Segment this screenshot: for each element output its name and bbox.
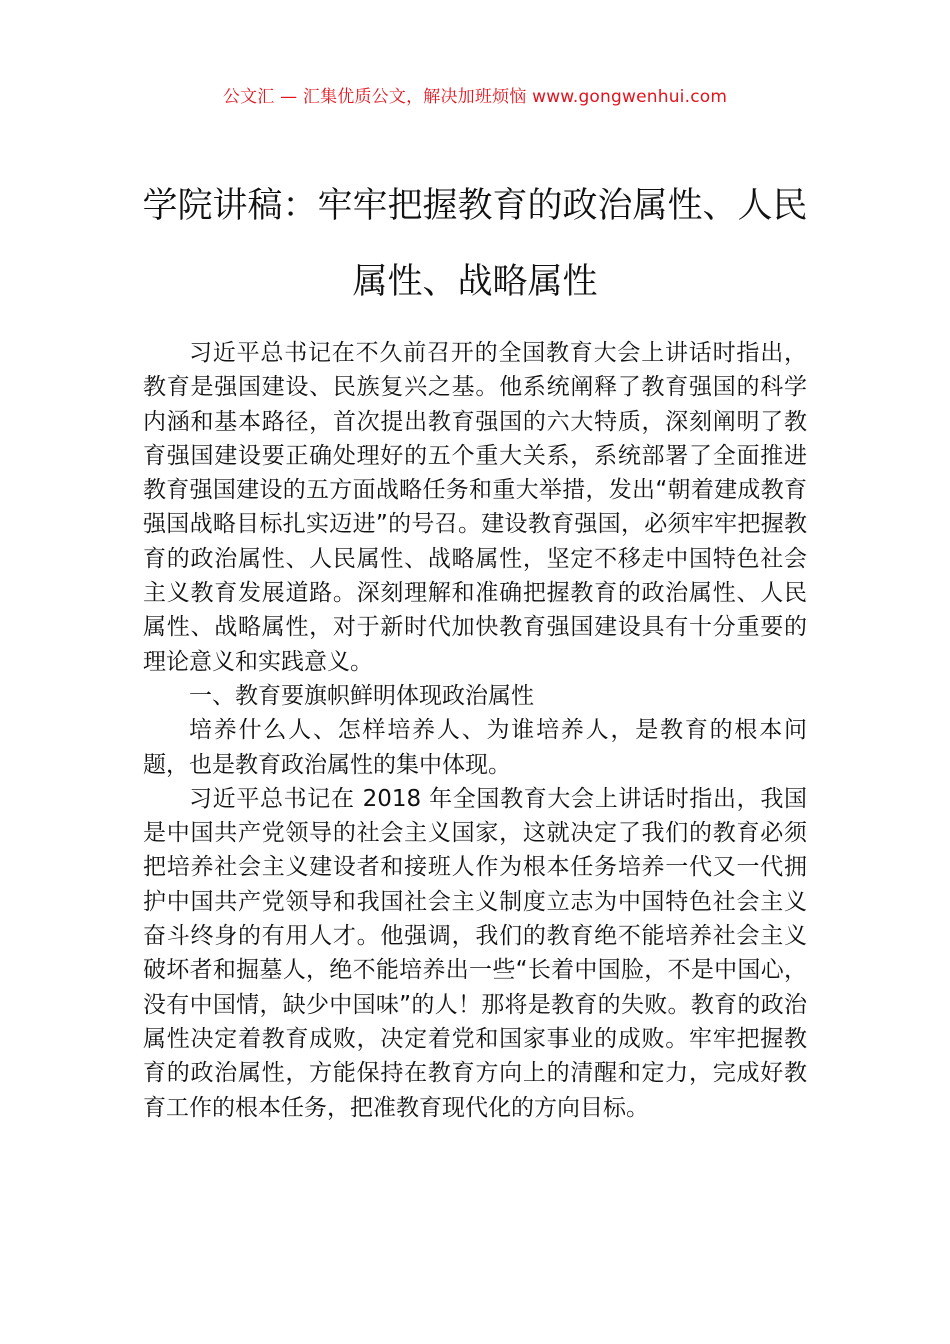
paragraph-intro: 习近平总书记在不久前召开的全国教育大会上讲话时指出，教育是强国建设、民族复兴之基。他系统阐释了教育强国的科学内涵和基本路径，首次提出教育强国的六大特质，深刻阐明了教育强国建设要正确处理好的五个重大关系，系统部署了全面推进教育强国建设的五方面战略任务和重大举措，发出“朝着建成教育强国战略目标扎实迈进”的号召。建设教育强国，必须牢牢把握教育的政治属性、人民属性、战略属性，坚定不移走中国特色社会主义教育发展道路。深刻理解和准确把握教育的政治属性、人民属性、战略属性，对于新时代加快教育强国建设具有十分重要的理论意义和实践意义。	[143, 340, 807, 675]
section-heading-1: 一、教育要旗帜鲜明体现政治属性	[189, 682, 534, 709]
document-body	[143, 336, 807, 1125]
page-title: 学院讲稿：牢牢把握教育的政治属性、人民属性、战略属性	[142, 186, 808, 302]
paragraph: 培养什么人、怎样培养人、为谁培养人，是教育的根本问题，也是教育政治属性的集中体现。	[143, 717, 807, 778]
header-banner[interactable]: 公文汇 — 汇集优质公文，解决加班烦恼 www.gongwenhui.com	[222, 87, 728, 107]
paragraph: 习近平总书记在 2018 年全国教育大会上讲话时指出，我国是中国共产党领导的社会主义国家，这就决定了我们的教育必须把培养社会主义建设者和接班人作为根本任务培养一代又一代拥护中国共产党领导和我国社会主义制度立志为中国特色社会主义奋斗终身的有用人才。他强调，我们的教育绝不能培养社会主义破坏者和掘墓人，绝不能培养出一些“长着中国脸，不是中国心，没有中国情，缺少中国味”的人！那将是教育的失败。教育的政治属性决定着教育成败，决定着党和国家事业的成败。牢牢把握教育的政治属性，方能保持在教育方向上的清醒和定力，完成好教育工作的根本任务，把准教育现代化的方向目标。	[143, 785, 807, 1121]
